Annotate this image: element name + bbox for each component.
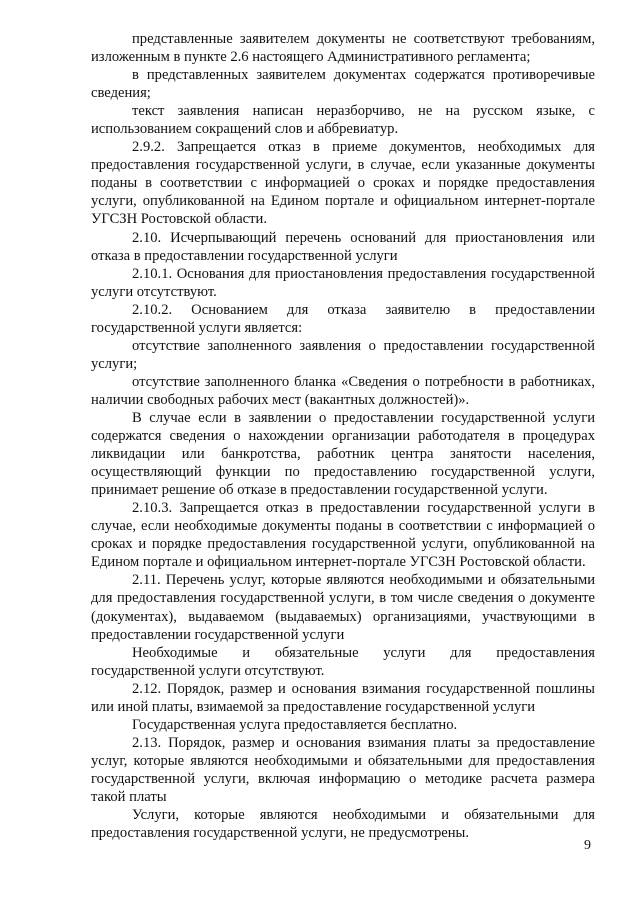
paragraph-2-12: 2.12. Порядок, размер и основания взимания государственной пошлины или иной платы, взимаемой за предоставление государственной услуги [91,680,595,715]
paragraph-missing-application: отсутствие заполненного заявления о предоставлении государственной услуги; [91,337,595,372]
paragraph-services-not-provided: Услуги, которые являются необходимыми и обязательными для предоставления государственной услуги, не предусмотрены. [91,807,595,842]
paragraph-illegible-text: текст заявления написан неразборчиво, не на русском языке, с использованием сокращений слов и аббревиатур. [91,103,595,138]
paragraph-documents-noncompliant: представленные заявителем документы не соответствуют требованиям, изложенным в пункте 2.6 настоящего Административного регламента; [91,31,595,66]
paragraph-2-11: 2.11. Перечень услуг, которые являются необходимыми и обязательными для предоставления государственной услуги, в том числе сведения о документе (документах), выдаваемом (выдаваемых) организациями, участвующими в предоставлении государственной услуги [91,572,595,643]
paragraph-2-10-1: 2.10.1. Основания для приостановления предоставления государственной услуги отсутствуют. [91,265,595,300]
paragraph-2-10-2: 2.10.2. Основанием для отказа заявителю в предоставлении государственной услуги является: [91,301,595,336]
page-number: 9 [584,838,591,853]
paragraph-service-free: Государственная услуга предоставляется бесплатно. [132,716,458,733]
paragraph-2-10-3: 2.10.3. Запрещается отказ в предоставлении государственной услуги в случае, если необходимые документы поданы в соответствии с информацией о сроках и порядке предоставления государственной услуги, опубликованной на Едином портале и официальном интернет-портале УГСЗН Ростовской области. [91,500,595,571]
document-page [91,30,595,842]
paragraph-required-services-none: Необходимые и обязательные услуги для предоставления государственной услуги отсутствуют. [91,644,595,679]
paragraph-2-10: 2.10. Исчерпывающий перечень оснований для приостановления или отказа в предоставлении государственной услуги [91,229,595,264]
paragraph-missing-form: отсутствие заполненного бланка «Сведения о потребности в работниках, наличии свободных рабочих мест (вакантных должностей)». [91,373,595,408]
paragraph-2-9-2: 2.9.2. Запрещается отказ в приеме документов, необходимых для предоставления государственной услуги, в случае, если указанные документы поданы в соответствии с информацией о сроках и порядке предоставления услуги, опубликованной на Едином портале и официальном интернет-портале УГСЗН Ростовской области. [91,139,595,228]
paragraph-liquidation-case: В случае если в заявлении о предоставлении государственной услуги содержатся сведения о нахождении организации работодателя в процедурах ликвидации или банкротства, работник центра занятости населения, осуществляющий функции по предоставлению государственной услуги, принимает решение об отказе в предоставлении государственной услуги. [91,409,595,499]
paragraph-2-13: 2.13. Порядок, размер и основания взимания платы за предоставление услуг, которые являются необходимыми и обязательными для предоставления государственной услуги, включая информацию о методике расчета размера такой платы [91,734,595,805]
paragraph-contradictory-info: в представленных заявителем документах содержатся противоречивые сведения; [91,67,595,102]
